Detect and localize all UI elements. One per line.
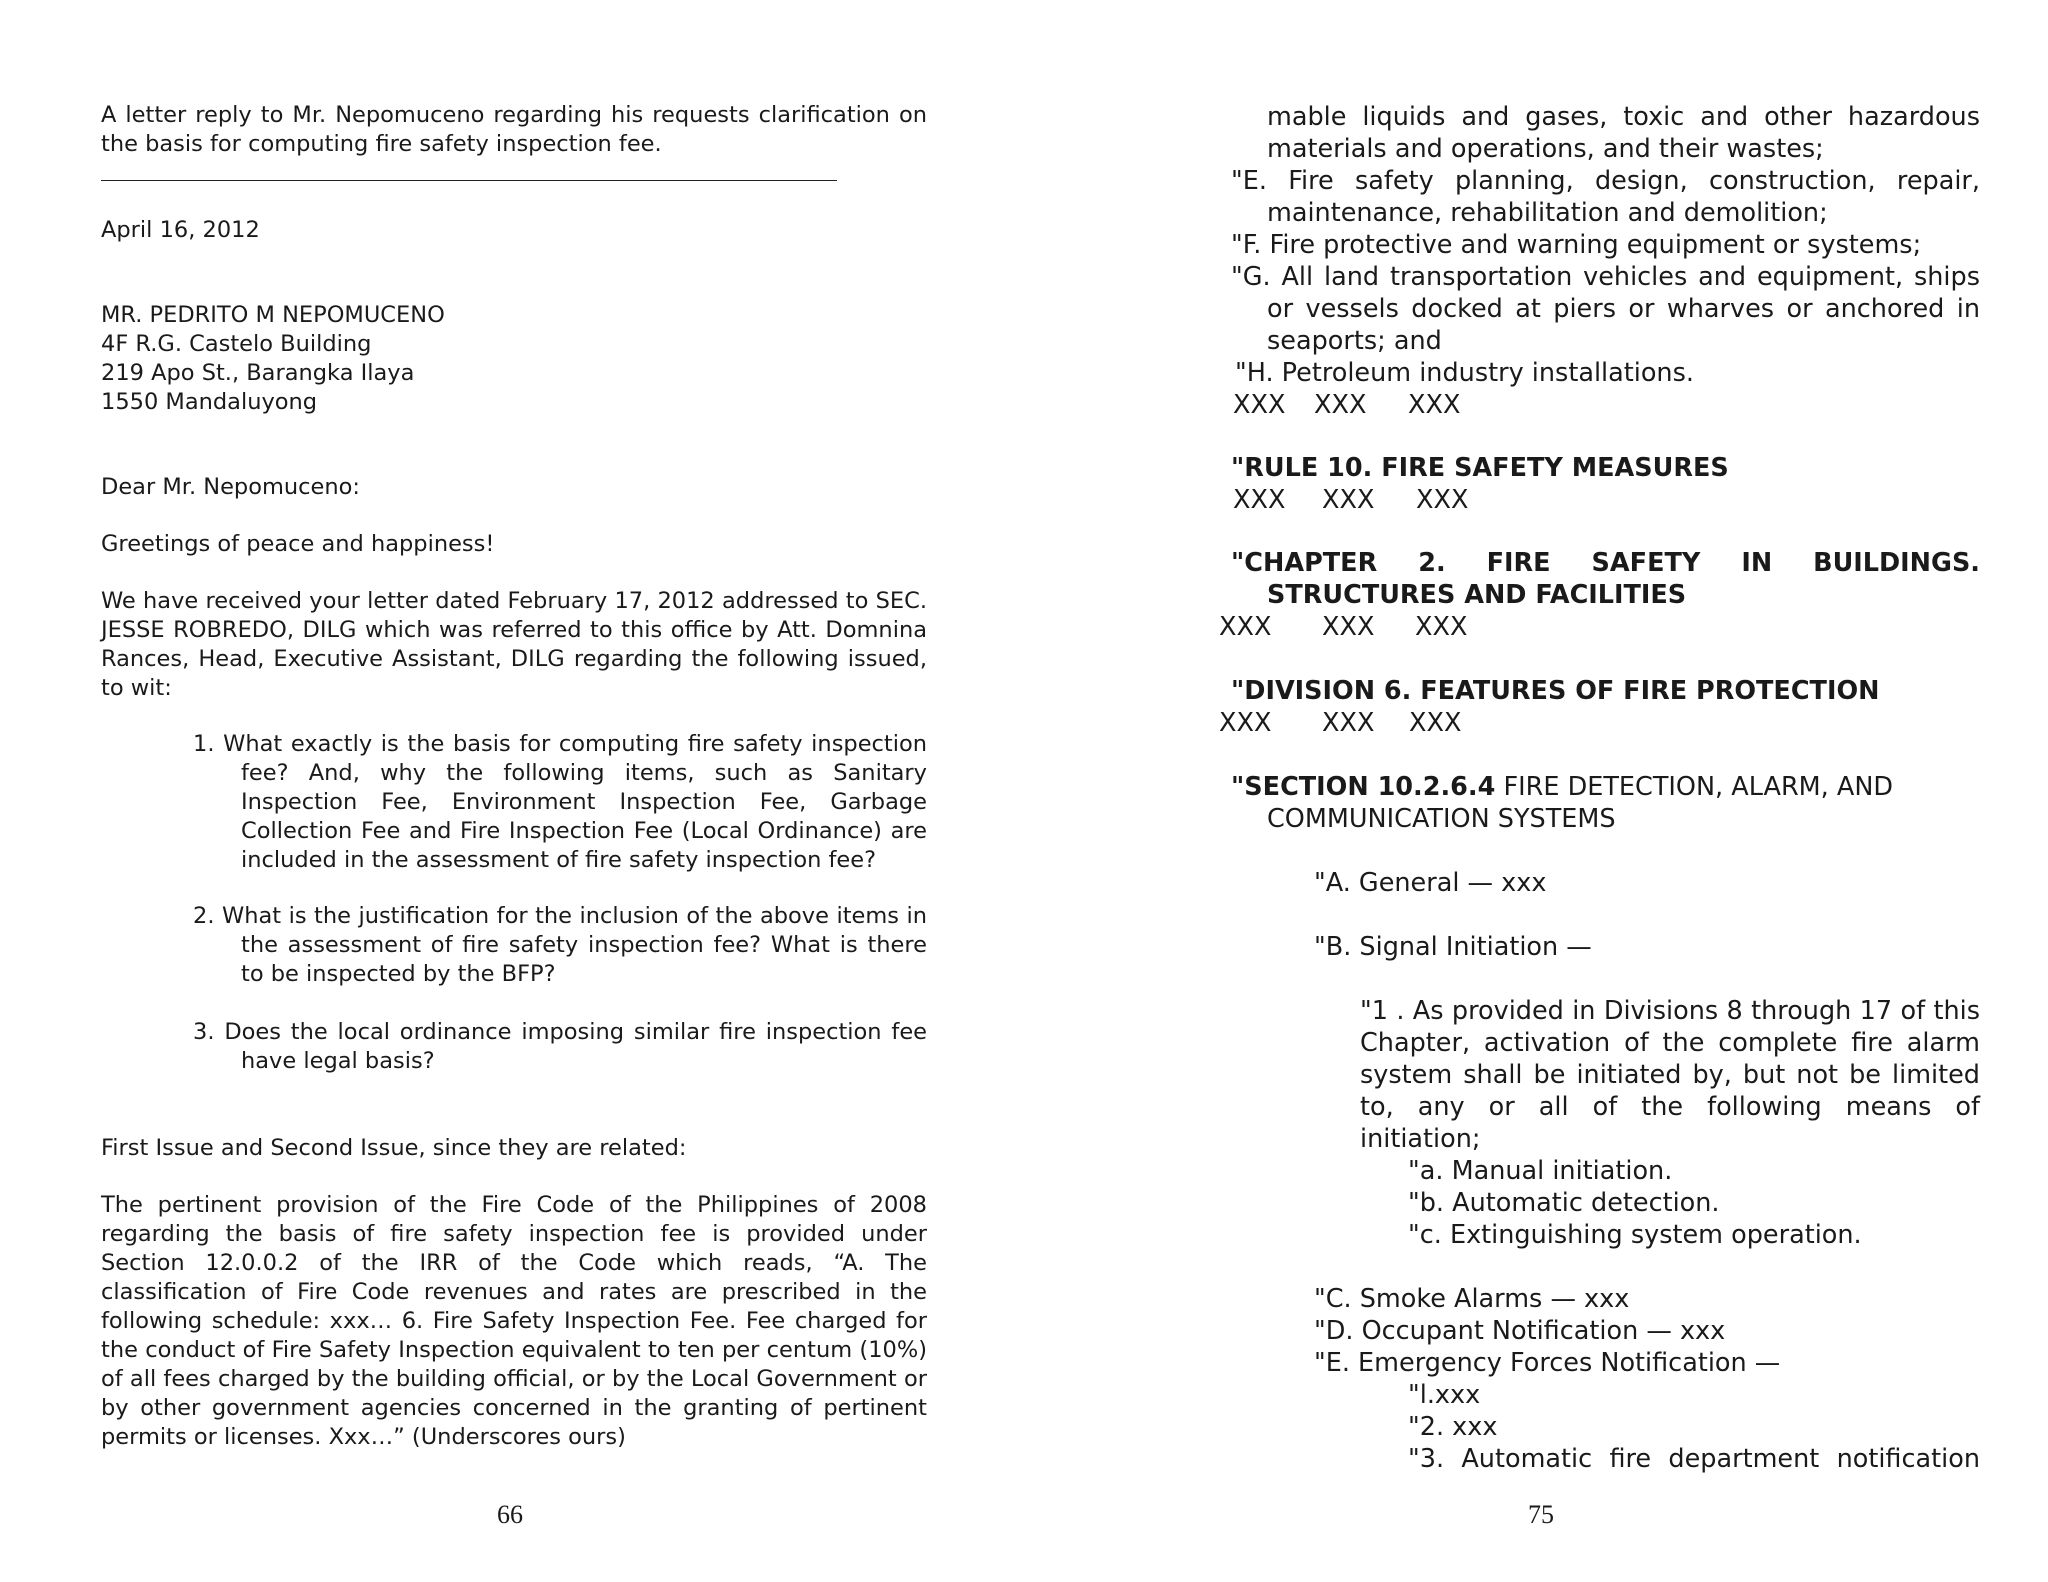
- subsection-b: "B. Signal Initiation —: [1314, 932, 1592, 962]
- clause-b1b: "b. Automatic detection.: [1408, 1188, 1720, 1218]
- chapter-heading: "CHAPTER 2. FIRE SAFETY IN BUILDINGS. STRUCTURES AND FACILITIES: [1231, 548, 1980, 610]
- subsection-d: "D. Occupant Notification — xxx: [1314, 1316, 1726, 1346]
- issue-item: [193, 902, 927, 989]
- omission-marks: [1233, 484, 1468, 516]
- continued-text: mable liquids and gases, toxic and other hazardous materials and operations, and their wastes;: [1267, 102, 1980, 164]
- address-line: 1550 Mandaluyong: [101, 389, 318, 415]
- omission-mark: XXX: [1314, 390, 1367, 420]
- issue-number: 1.: [193, 731, 215, 757]
- omission-mark: XXX: [1219, 708, 1272, 738]
- address-line: 219 Apo St., Barangka Ilaya: [101, 360, 415, 386]
- omission-mark: XXX: [1408, 390, 1461, 420]
- clause-b1: "1 . As provided in Divisions 8 through 17 of this Chapter, activation of the complete fire alarm system shall be initiated by, but not be limited to, any or all of the following means of initiation;: [1360, 996, 1980, 1154]
- item-e: "E. Fire safety planning, design, construction, repair, maintenance, rehabilitation and demolition;: [1231, 166, 1980, 228]
- omission-mark: XXX: [1233, 390, 1286, 420]
- first-issue-heading: First Issue and Second Issue, since they are related:: [101, 1135, 687, 1161]
- omission-mark: XXX: [1322, 485, 1375, 515]
- issue-item: [193, 1018, 927, 1076]
- received-paragraph: We have received your letter dated February 17, 2012 addressed to SEC. JESSE ROBREDO, DILG which was referred to this office by Att. Domnina Rances, Head, Executive Assistant, DILG regarding the following issued, to wit:: [101, 588, 927, 701]
- omission-mark: XXX: [1409, 708, 1462, 738]
- issue-number: 3.: [193, 1019, 215, 1045]
- clause-e1: "l.xxx: [1408, 1380, 1481, 1410]
- subsection-a: "A. General — xxx: [1314, 868, 1547, 898]
- omission-marks: [1219, 707, 1461, 739]
- recipient-address: [101, 301, 927, 417]
- section-title: FIRE DETECTION, ALARM, AND COMMUNICATION SYSTEMS: [1267, 772, 1894, 834]
- issue-item: [193, 730, 927, 875]
- subsection-e: "E. Emergency Forces Notification —: [1314, 1348, 1781, 1378]
- salutation: Dear Mr. Nepomuceno:: [101, 474, 360, 500]
- address-line: MR. PEDRITO M NEPOMUCENO: [101, 302, 445, 328]
- item-h: "H. Petroleum industry installations.: [1235, 358, 1694, 388]
- division-heading: "DIVISION 6. FEATURES OF FIRE PROTECTION: [1231, 676, 1880, 706]
- greeting: Greetings of peace and happiness!: [101, 531, 495, 557]
- right-page: [1024, 0, 2048, 1582]
- pertinent-paragraph: The pertinent provision of the Fire Code of the Philippines of 2008 regarding the basis of fire safety inspection fee is provided under Section 12.0.0.2 of the IRR of the Code which reads, “A. The classification of Fire Code revenues and rates are prescribed in the following schedule: xxx… 6. Fire Safety Inspection Fee. Fee charged for the conduct of Fire Safety Inspection equivalent to ten per centum (10%) of all fees charged by the building official, or by the Local Government or by other government agencies concerned in the granting of pertinent permits or licenses. Xxx…” (Underscores ours): [101, 1192, 927, 1450]
- subsection-c: "C. Smoke Alarms — xxx: [1314, 1284, 1630, 1314]
- issue-text: What exactly is the basis for computing fire safety inspection fee? And, why the following items, such as Sanitary Inspection Fee, Environment Inspection Fee, Garbage Collection Fee and Fire Inspection Fee (Local Ordinance) are included in the assessment of fire safety inspection fee?: [223, 731, 928, 873]
- clause-b1c: "c. Extinguishing system operation.: [1408, 1220, 1862, 1250]
- clause-b1a: "a. Manual initiation.: [1408, 1156, 1673, 1186]
- issue-number: 2.: [193, 903, 215, 929]
- omission-marks: [1233, 389, 1460, 421]
- item-g: "G. All land transportation vehicles and equipment, ships or vessels docked at piers or wharves or anchored in seaports; and: [1231, 262, 1980, 356]
- omission-mark: XXX: [1322, 708, 1375, 738]
- section-heading: [1231, 771, 1980, 835]
- address-line: 4F R.G. Castelo Building: [101, 331, 372, 357]
- clause-e3: "3. Automatic fire department notification: [1408, 1444, 1980, 1474]
- issue-text: What is the justification for the inclusion of the above items in the assessment of fire safety inspection fee? What is there to be inspected by the BFP?: [221, 903, 928, 987]
- page-number: 66: [497, 1500, 523, 1529]
- page-number: 75: [1528, 1500, 1554, 1529]
- rule-heading: "RULE 10. FIRE SAFETY MEASURES: [1231, 453, 1729, 483]
- omission-mark: XXX: [1416, 485, 1469, 515]
- item-f: "F. Fire protective and warning equipment or systems;: [1231, 230, 1922, 260]
- divider-line: [101, 180, 837, 181]
- omission-mark: XXX: [1219, 612, 1272, 642]
- letter-date: April 16, 2012: [101, 217, 260, 243]
- issue-text: Does the local ordinance imposing similar fire inspection fee have legal basis?: [224, 1019, 928, 1074]
- omission-marks: [1219, 611, 1467, 643]
- section-number: "SECTION 10.2.6.4: [1231, 772, 1496, 802]
- intro-paragraph: A letter reply to Mr. Nepomuceno regarding his requests clarification on the basis for computing fire safety inspection fee.: [101, 102, 927, 157]
- clause-e2: "2. xxx: [1408, 1412, 1498, 1442]
- omission-mark: XXX: [1322, 612, 1375, 642]
- omission-mark: XXX: [1233, 485, 1286, 515]
- omission-mark: XXX: [1415, 612, 1468, 642]
